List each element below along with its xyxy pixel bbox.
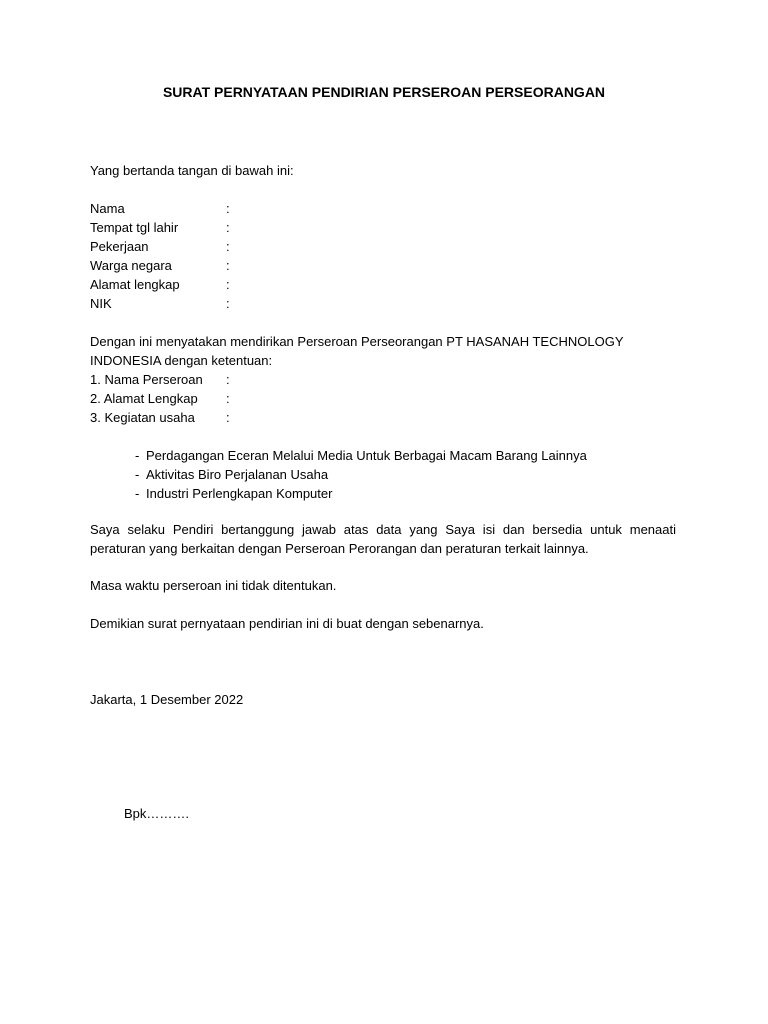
responsibility-paragraph — [90, 520, 676, 558]
field-label-tempat-tgl-lahir: Tempat tgl lahir — [90, 220, 179, 235]
declaration-line-1: Dengan ini menyatakan mendirikan Perseroan Perseorangan PT HASANAH TECHNOLOGY — [90, 334, 624, 349]
activity-text: Perdagangan Eceran Melalui Media Untuk Berbagai Macam Barang Lainnya — [146, 448, 587, 463]
list-dash: - — [135, 448, 140, 463]
field-label-nama-perseroan: 1. Nama Perseroan — [90, 372, 203, 387]
activity-text: Industri Perlengkapan Komputer — [146, 486, 333, 501]
intro-text: Yang bertanda tangan di bawah ini: — [90, 163, 294, 178]
field-label-alamat-lengkap: Alamat lengkap — [90, 277, 180, 292]
activity-list-item — [135, 446, 587, 465]
field-label-nama: Nama — [90, 201, 125, 216]
place-date: Jakarta, 1 Desember 2022 — [90, 692, 244, 707]
field-colon: : — [226, 258, 230, 273]
document-title: SURAT PERNYATAAN PENDIRIAN PERSEROAN PERSEORANGAN — [162, 84, 606, 100]
declaration-line-2: INDONESIA dengan ketentuan: — [90, 353, 273, 368]
field-colon: : — [226, 239, 230, 254]
field-label-alamat-perseroan: 2. Alamat Lengkap — [90, 391, 198, 406]
field-label-warga-negara: Warga negara — [90, 258, 172, 273]
activity-text: Aktivitas Biro Perjalanan Usaha — [146, 467, 329, 482]
list-dash: - — [135, 467, 140, 482]
activity-list-item — [135, 484, 332, 503]
field-colon: : — [226, 296, 230, 311]
field-colon: : — [226, 391, 230, 406]
field-label-pekerjaan: Pekerjaan — [90, 239, 149, 254]
field-colon: : — [226, 201, 230, 216]
activity-list-item — [135, 465, 328, 484]
closing-text: Demikian surat pernyataan pendirian ini di buat dengan sebenarnya. — [90, 616, 484, 631]
responsibility-line-2: peraturan yang berkaitan dengan Perseroan Perorangan dan peraturan terkait lainnya. — [90, 541, 589, 556]
field-colon: : — [226, 372, 230, 387]
signatory-name: Bpk………. — [124, 806, 190, 821]
field-label-nik: NIK — [90, 296, 112, 311]
responsibility-line-1: Saya selaku Pendiri bertanggung jawab atas data yang Saya isi dan bersedia untuk menaati — [90, 522, 676, 537]
field-colon: : — [226, 220, 230, 235]
list-dash: - — [135, 486, 140, 501]
field-colon: : — [226, 410, 230, 425]
field-colon: : — [226, 277, 230, 292]
duration-text: Masa waktu perseroan ini tidak ditentukan. — [90, 578, 337, 593]
field-label-kegiatan-usaha: 3. Kegiatan usaha — [90, 410, 195, 425]
